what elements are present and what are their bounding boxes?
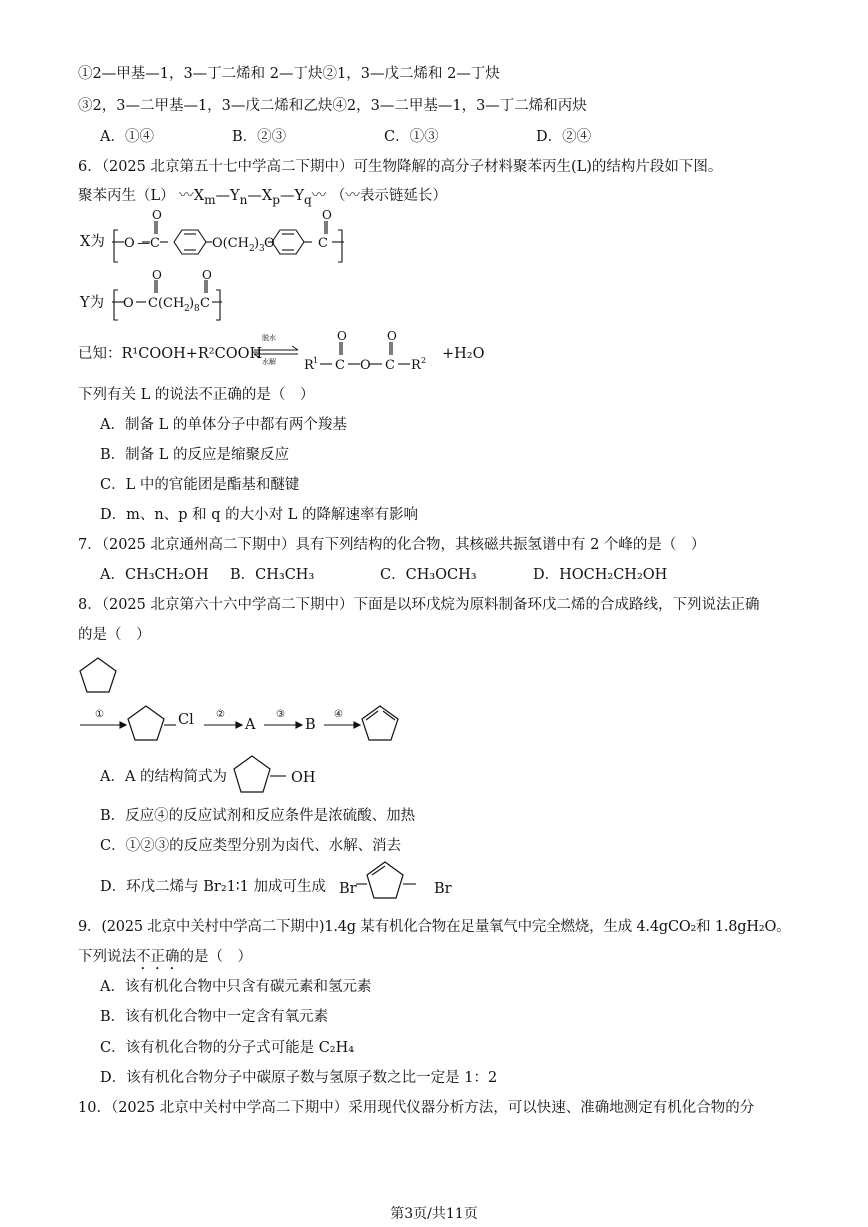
svg-text:): ) — [254, 236, 260, 251]
q6-chain-formula: 〰$X_m—Y_n—X_p—Y_q$〰 — [179, 188, 327, 207]
q8-step-3: ③ — [276, 709, 285, 720]
svg-text:3: 3 — [259, 244, 265, 254]
q6-known-line — [78, 344, 262, 364]
svg-text:2: 2 — [421, 356, 427, 365]
cyclopentane-structure — [78, 656, 120, 696]
svg-text:2: 2 — [184, 304, 190, 314]
q6-option-c: C．L 中的官能团是酯基和醚键 — [100, 477, 300, 493]
q9-option-c: C．该有机化合物的分子式可能是 C₂H₄ — [100, 1040, 355, 1056]
q8-stem-line-1: 8．（2025 北京第六十六中学高二下期中）下面是以环戊烷为原料制备环戊二烯的合成路线，下列说法正确 — [78, 597, 760, 613]
q6-known-arrow — [252, 338, 300, 366]
q8-step-1: ① — [95, 709, 104, 720]
q6-option-d: D．m、n、p 和 q 的大小对 L 的降解速率有影响 — [100, 507, 418, 523]
svg-text:C(CH: C(CH — [148, 296, 185, 311]
q5-line-1: ①2—甲基—1，3—丁二烯和 2—丁炔②1，3—戊二烯和 2—丁炔 — [78, 66, 500, 82]
q6-option-a: A．制备 L 的单体分子中都有两个羧基 — [100, 417, 347, 433]
svg-text:O: O — [264, 236, 275, 251]
q8-option-a-oh: OH — [291, 770, 316, 786]
q8-option-b: B．反应④的反应试剂和反应条件是浓硫酸、加热 — [100, 808, 416, 824]
svg-text:C: C — [318, 236, 328, 251]
q6-arrow-top: 脱水 — [262, 334, 276, 342]
q9-option-b: B．该有机化合物中一定含有氧元素 — [100, 1009, 329, 1025]
q8-option-a: A．A 的结构简式为 — [100, 769, 228, 785]
svg-text:O(CH: O(CH — [212, 236, 250, 251]
svg-text:1: 1 — [313, 356, 319, 365]
q6-arrow-bottom: 水解 — [262, 358, 276, 366]
q8-route-cl: Cl — [178, 712, 194, 728]
svg-text:O: O — [123, 296, 134, 311]
svg-text:O: O — [360, 358, 371, 373]
svg-text:): ) — [189, 296, 195, 311]
q6-question: 下列有关 L 的说法不正确的是（ ） — [78, 387, 315, 403]
q5-option-a: A．①④ — [100, 129, 154, 145]
svg-text:R: R — [411, 358, 421, 373]
q8-option-c: C．①②③的反应类型分别为卤代、水解、消去 — [100, 838, 402, 854]
svg-text:C: C — [150, 236, 160, 251]
svg-text:O: O — [202, 268, 212, 282]
q8-option-d: D．环戊二烯与 Br₂1∶1 加成可生成 — [100, 879, 326, 895]
q6-x-label: X为 — [80, 234, 105, 250]
q6-chain-line — [78, 186, 447, 210]
q5-line-2: ③2，3—二甲基—1，3—戊二烯和乙炔④2，3—二甲基—1，3—丁二烯和丙炔 — [78, 98, 587, 114]
svg-text:O: O — [152, 208, 162, 222]
svg-text:O: O — [152, 268, 162, 282]
q6-known-lhs: R¹COOH+R²COOH — [121, 346, 263, 362]
q8-step-2: ② — [216, 709, 225, 720]
svg-text:O: O — [124, 236, 135, 251]
q10-stem: 10．（2025 北京中关村中学高二下期中）采用现代仪器分析方法，可以快速、准确地测定有机化合物的分 — [78, 1100, 755, 1116]
q6-known-label: 已知： — [78, 346, 122, 362]
q9-stem-post: 的是（ ） — [179, 949, 252, 965]
q8-route-b: B — [305, 717, 316, 733]
q9-option-d: D．该有机化合物分子中碳原子数与氢原子数之比一定是 1：2 — [100, 1070, 498, 1086]
svg-text:8: 8 — [194, 304, 200, 314]
q7-option-b: B．CH₃CH₃ — [230, 567, 315, 583]
svg-text:C: C — [200, 296, 210, 311]
q9-stem-line-1: 9．(2025 北京中关村中学高二下期中)1.4g 某有机化合物在足量氧气中完全燃烧，生成 4.4gCO₂和 1.8gH₂O。 — [78, 919, 791, 935]
svg-text:C: C — [385, 358, 395, 373]
svg-text:R: R — [304, 358, 314, 373]
q7-stem: 7．（2025 北京通州高二下期中）具有下列结构的化合物，其核磁共振氢谱中有 2 个峰的是（ ） — [78, 537, 706, 553]
page-footer: 第3页/共11页 — [390, 1206, 478, 1222]
q8-br-right: Br — [434, 881, 452, 897]
svg-text:—: — — [137, 236, 150, 251]
q6-option-b: B．制备 L 的反应是缩聚反应 — [100, 447, 290, 463]
q5-option-c: C．①③ — [384, 129, 439, 145]
q6-known-rhs: +H₂O — [442, 346, 485, 362]
q9-option-a: A．该有机化合物中只含有碳元素和氢元素 — [100, 979, 372, 995]
q6-y-label: Y为 — [80, 295, 105, 311]
svg-text:O: O — [322, 208, 332, 222]
q6-stem: 6．（2025 北京第五十七中学高二下期中）可生物降解的高分子材料聚苯丙生(L)的结构片段如下图。 — [78, 159, 723, 175]
q8-stem-line-2: 的是（ ） — [78, 627, 151, 643]
q6-anhydride-structure — [302, 330, 442, 376]
q5-option-d: D．②④ — [536, 129, 592, 145]
svg-text:O: O — [387, 329, 397, 343]
q7-option-a: A．CH₃CH₂OH — [100, 567, 209, 583]
q6-y-structure — [112, 270, 232, 326]
q9-stem-line-2 — [78, 947, 252, 973]
q7-option-d: D．HOCH₂CH₂OH — [533, 567, 668, 583]
q6-chain-note: （〰表示链延长） — [330, 188, 447, 204]
svg-text:2: 2 — [249, 244, 255, 254]
svg-text:C: C — [335, 358, 345, 373]
q6-chain-prefix: 聚苯丙生（L） — [78, 188, 175, 204]
q5-option-b: B．②③ — [232, 129, 287, 145]
q8-step-4: ④ — [334, 709, 343, 720]
svg-text:O: O — [337, 329, 347, 343]
q6-x-structure — [112, 208, 352, 268]
q9-stem-emphasis: 不正确 — [136, 949, 180, 965]
q9-stem-pre: 下列说法 — [78, 949, 136, 965]
q8-br-left: Br — [339, 881, 357, 897]
q8-route-a: A — [245, 717, 256, 733]
q7-option-c: C．CH₃OCH₃ — [380, 567, 477, 583]
